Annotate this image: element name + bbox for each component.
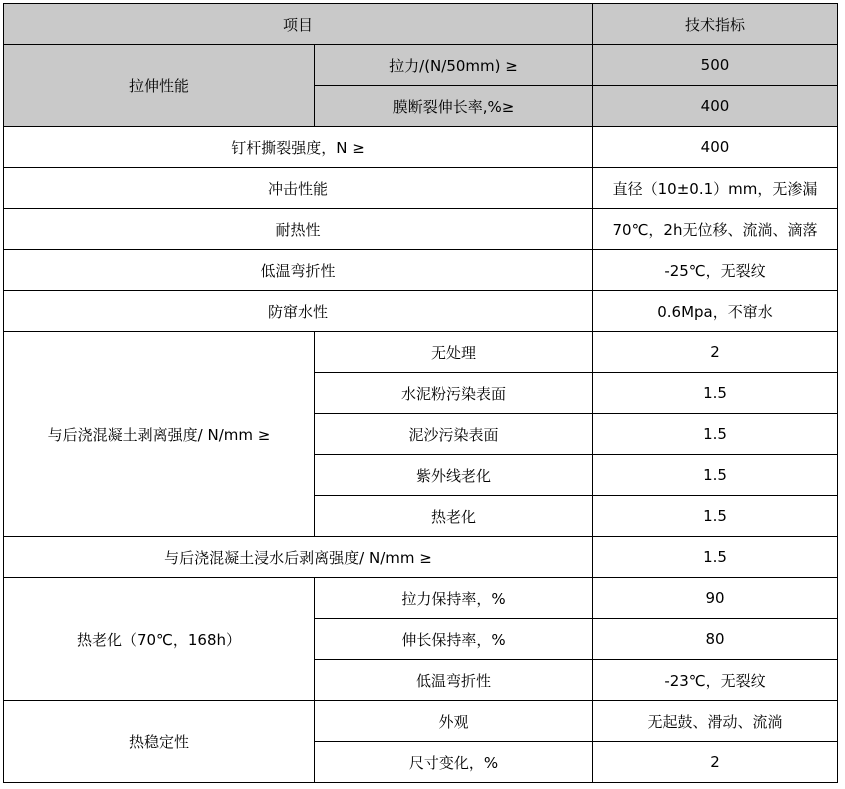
row-value: 2 bbox=[593, 742, 838, 783]
row-value: -23℃，无裂纹 bbox=[593, 660, 838, 701]
row-name: 低温弯折性 bbox=[315, 660, 593, 701]
row-name: 低温弯折性 bbox=[4, 250, 593, 291]
group-label-heat-aging: 热老化（70℃，168h） bbox=[4, 578, 315, 701]
group-label-tensile: 拉伸性能 bbox=[4, 45, 315, 127]
table-row bbox=[4, 127, 838, 168]
row-value: 500 bbox=[593, 45, 838, 86]
table-row bbox=[4, 291, 838, 332]
row-name: 冲击性能 bbox=[4, 168, 593, 209]
row-value: 400 bbox=[593, 86, 838, 127]
table-row bbox=[4, 701, 838, 742]
row-value: 1.5 bbox=[593, 455, 838, 496]
table-row bbox=[4, 250, 838, 291]
table-row bbox=[4, 209, 838, 250]
group-label-peel: 与后浇混凝土剥离强度/ N/mm ≥ bbox=[4, 332, 315, 537]
row-value: 1.5 bbox=[593, 414, 838, 455]
row-name: 与后浇混凝土浸水后剥离强度/ N/mm ≥ bbox=[4, 537, 593, 578]
row-value: 70℃，2h无位移、流淌、滴落 bbox=[593, 209, 838, 250]
row-value: 1.5 bbox=[593, 373, 838, 414]
header-row bbox=[4, 4, 838, 45]
row-value: -25℃，无裂纹 bbox=[593, 250, 838, 291]
table-row bbox=[4, 537, 838, 578]
row-name: 膜断裂伸长率,%≥ bbox=[315, 86, 593, 127]
row-name: 紫外线老化 bbox=[315, 455, 593, 496]
row-value: 直径（10±0.1）mm，无渗漏 bbox=[593, 168, 838, 209]
group-label-thermal-stability: 热稳定性 bbox=[4, 701, 315, 783]
row-name: 水泥粉污染表面 bbox=[315, 373, 593, 414]
table-row bbox=[4, 332, 838, 373]
row-name: 拉力/(N/50mm) ≥ bbox=[315, 45, 593, 86]
row-name: 防窜水性 bbox=[4, 291, 593, 332]
row-name: 泥沙污染表面 bbox=[315, 414, 593, 455]
row-name: 热老化 bbox=[315, 496, 593, 537]
header-item: 项目 bbox=[4, 4, 593, 45]
spec-table bbox=[3, 3, 838, 783]
table-row bbox=[4, 45, 838, 86]
header-spec: 技术指标 bbox=[593, 4, 838, 45]
row-name: 外观 bbox=[315, 701, 593, 742]
row-value: 80 bbox=[593, 619, 838, 660]
row-value: 90 bbox=[593, 578, 838, 619]
row-value: 1.5 bbox=[593, 537, 838, 578]
row-value: 1.5 bbox=[593, 496, 838, 537]
table-row bbox=[4, 168, 838, 209]
row-name: 伸长保持率，% bbox=[315, 619, 593, 660]
row-name: 耐热性 bbox=[4, 209, 593, 250]
row-name: 尺寸变化，% bbox=[315, 742, 593, 783]
row-name: 钉杆撕裂强度，N ≥ bbox=[4, 127, 593, 168]
table-row bbox=[4, 578, 838, 619]
row-value: 无起鼓、滑动、流淌 bbox=[593, 701, 838, 742]
row-value: 0.6Mpa，不窜水 bbox=[593, 291, 838, 332]
row-value: 2 bbox=[593, 332, 838, 373]
row-name: 无处理 bbox=[315, 332, 593, 373]
row-value: 400 bbox=[593, 127, 838, 168]
row-name: 拉力保持率，% bbox=[315, 578, 593, 619]
